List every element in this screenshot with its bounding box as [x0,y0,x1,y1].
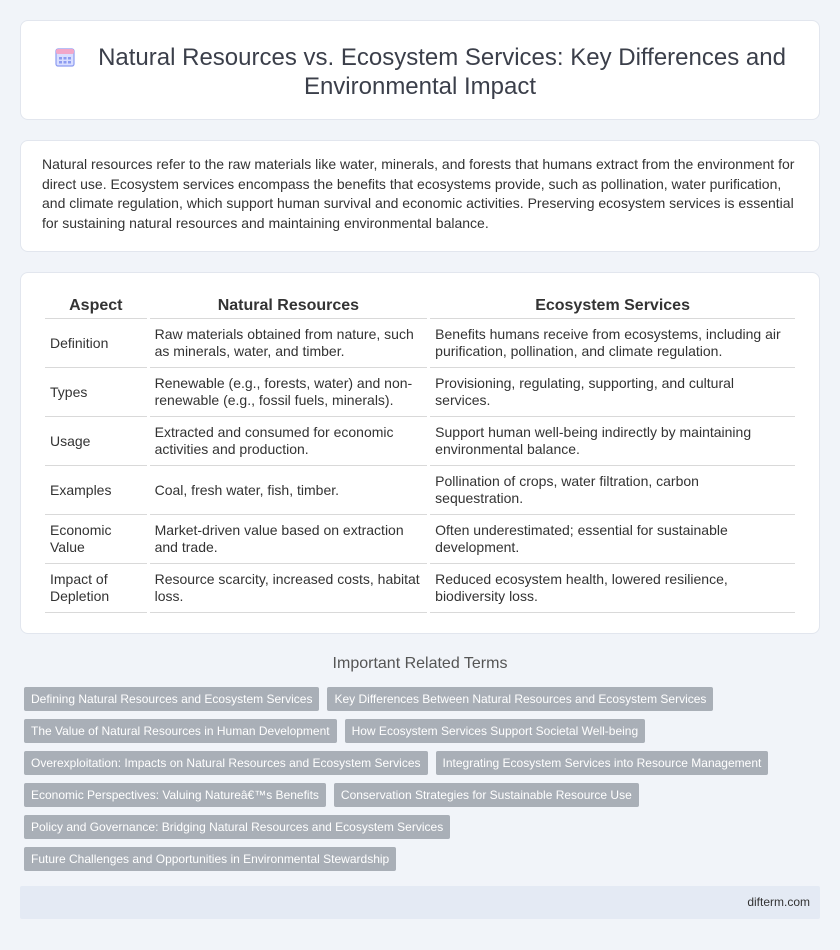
title-line-1: Natural Resources vs. Ecosystem Services: Key Differences and [98,44,786,71]
header-card [20,20,820,120]
related-term-link[interactable]: Integrating Ecosystem Services into Resource Management [436,751,769,775]
row-natural-resources: Market-driven value based on extraction and trade. [150,515,428,564]
row-ecosystem-services: Support human well-being indirectly by maintaining environmental balance. [430,417,795,466]
intro-card [20,140,820,252]
table-row [45,564,795,613]
row-ecosystem-services: Reduced ecosystem health, lowered resilience, biodiversity loss. [430,564,795,613]
row-ecosystem-services: Provisioning, regulating, supporting, and cultural services. [430,368,795,417]
header-aspect: Aspect [45,293,147,319]
related-term-link[interactable]: Defining Natural Resources and Ecosystem Services [24,687,319,711]
page-title [21,43,819,101]
related-term-link[interactable]: Economic Perspectives: Valuing Natureâ€™s Benefits [24,783,326,807]
comparison-table [42,293,798,613]
row-aspect: Economic Value [45,515,147,564]
related-terms-list [24,687,784,879]
table-row [45,417,795,466]
table-row [45,466,795,515]
row-natural-resources: Raw materials obtained from nature, such as minerals, water, and timber. [150,319,428,368]
row-ecosystem-services: Benefits humans receive from ecosystems, including air purification, pollination, and climate regulation. [430,319,795,368]
title-line-2: Environmental Impact [303,73,537,100]
row-aspect: Impact of Depletion [45,564,147,613]
row-natural-resources: Extracted and consumed for economic activities and production. [150,417,428,466]
row-aspect: Examples [45,466,147,515]
related-terms-title: Important Related Terms [332,655,508,672]
header-ecosystem-services: Ecosystem Services [430,293,795,319]
table-row [45,319,795,368]
related-term-link[interactable]: Future Challenges and Opportunities in Environmental Stewardship [24,847,396,871]
table-header-row [45,293,795,319]
calendar-icon [54,46,76,68]
comparison-card [20,272,820,634]
row-natural-resources: Resource scarcity, increased costs, habitat loss. [150,564,428,613]
header-natural-resources: Natural Resources [150,293,428,319]
footer-site-link[interactable]: difterm.com [747,895,810,909]
row-aspect: Usage [45,417,147,466]
table-row [45,515,795,564]
row-natural-resources: Renewable (e.g., forests, water) and non-renewable (e.g., fossil fuels, minerals). [150,368,428,417]
related-term-link[interactable]: The Value of Natural Resources in Human Development [24,719,337,743]
row-ecosystem-services: Often underestimated; essential for sustainable development. [430,515,795,564]
table-row [45,368,795,417]
footer-bar [20,886,820,919]
row-ecosystem-services: Pollination of crops, water filtration, carbon sequestration. [430,466,795,515]
row-natural-resources: Coal, fresh water, fish, timber. [150,466,428,515]
related-term-link[interactable]: Overexploitation: Impacts on Natural Resources and Ecosystem Services [24,751,428,775]
related-term-link[interactable]: Policy and Governance: Bridging Natural Resources and Ecosystem Services [24,815,450,839]
related-term-link[interactable]: Key Differences Between Natural Resources and Ecosystem Services [327,687,713,711]
intro-paragraph: Natural resources refer to the raw materials like water, minerals, and forests that humans extract from the environment for direct use. Ecosystem services encompass the benefits that ecosystems provide, such as pollination, water purification, and climate regulation, which support human survival and economic activities. Preserving ecosystem services is essential for sustaining natural resources and maintaining environmental balance. [42,156,795,231]
related-term-link[interactable]: Conservation Strategies for Sustainable Resource Use [334,783,639,807]
row-aspect: Types [45,368,147,417]
related-term-link[interactable]: How Ecosystem Services Support Societal Well-being [345,719,646,743]
row-aspect: Definition [45,319,147,368]
